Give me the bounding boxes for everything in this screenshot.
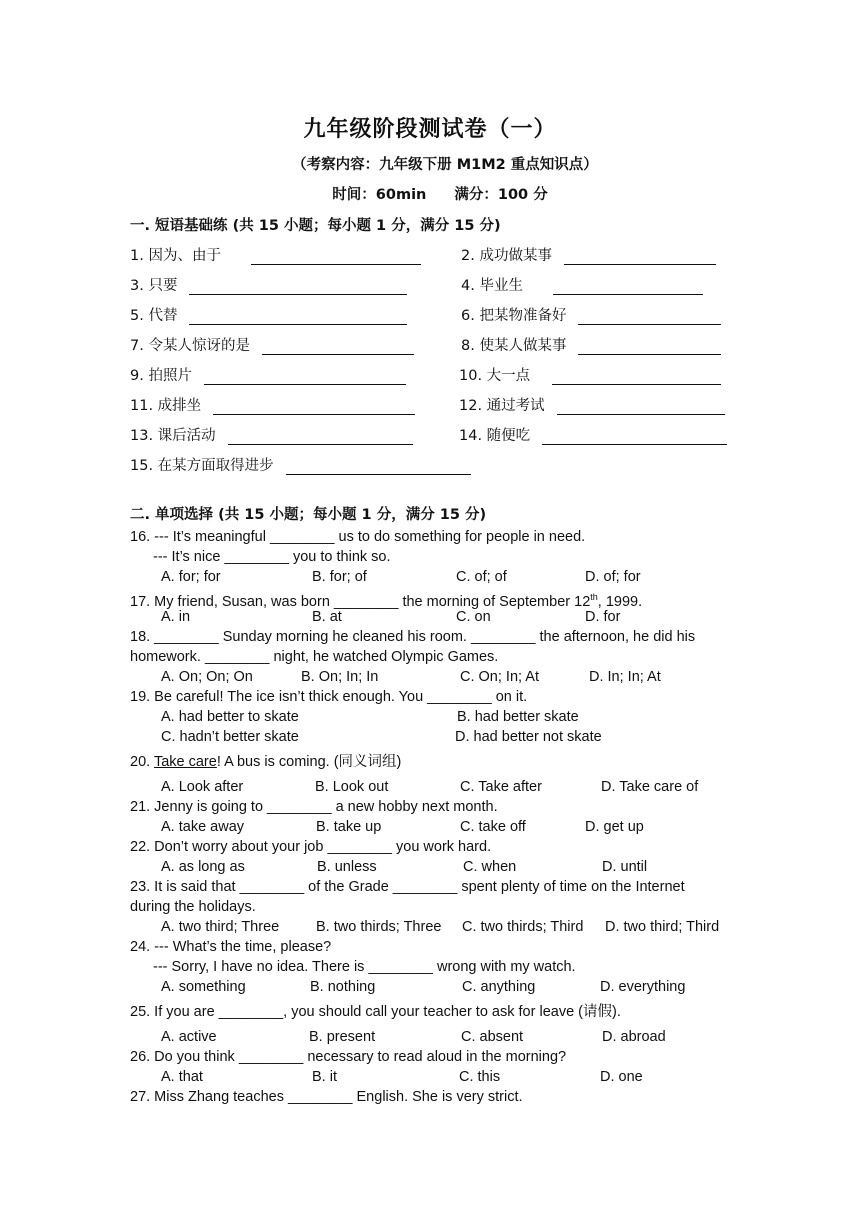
question-24: 24. --- What’s the time, please? xyxy=(130,939,332,955)
option-b[interactable]: B. present xyxy=(309,1029,376,1045)
option-a[interactable]: A. that xyxy=(161,1069,203,1085)
option-b[interactable]: B. two thirds; Three xyxy=(316,919,442,935)
option-d[interactable]: D. of; for xyxy=(585,569,641,585)
option-c[interactable]: C. anything xyxy=(462,979,536,995)
phrase-item xyxy=(461,334,721,355)
question-17 xyxy=(130,587,642,612)
question-24-reply: --- Sorry, I have no idea. There is ________ wrong with my watch. xyxy=(153,959,576,975)
question-25: 25. If you are ________, you should call your teacher to ask for leave (请假). xyxy=(130,1004,621,1020)
question-16: 16. --- It’s meaningful ________ us to do something for people in need. xyxy=(130,529,586,545)
option-d[interactable]: D. two third; Third xyxy=(605,919,720,935)
answer-blank[interactable] xyxy=(553,280,703,295)
question-19: 19. Be careful! The ice isn’t thick enough. You ________ on it. xyxy=(130,689,528,705)
question-20 xyxy=(130,752,401,772)
option-d[interactable]: D. for xyxy=(585,609,621,625)
phrase-item xyxy=(459,364,721,385)
phrase-label: 4. 毕业生 xyxy=(461,278,523,294)
phrase-label: 1. 因为、由于 xyxy=(130,248,221,264)
phrase-item xyxy=(459,394,725,415)
option-c[interactable]: C. of; of xyxy=(456,569,507,585)
option-c[interactable]: C. two thirds; Third xyxy=(462,919,584,935)
option-a[interactable]: A. take away xyxy=(161,819,245,835)
phrase-label: 3. 只要 xyxy=(130,278,178,294)
answer-blank[interactable] xyxy=(557,400,725,415)
question-23-cont: during the holidays. xyxy=(130,899,256,915)
question-number: 20. xyxy=(130,754,151,770)
option-d[interactable]: D. Take care of xyxy=(601,779,699,795)
option-b[interactable]: B. Look out xyxy=(315,779,389,795)
option-c[interactable]: C. hadn’t better skate xyxy=(161,729,299,745)
question-17-text: 17. My friend, Susan, was born ________ the morning of September 12 xyxy=(130,593,591,610)
phrase-label: 10. 大一点 xyxy=(459,368,531,384)
question-21: 21. Jenny is going to ________ a new hobby next month. xyxy=(130,799,498,815)
option-c[interactable]: C. absent xyxy=(461,1029,524,1045)
answer-blank[interactable] xyxy=(189,310,407,325)
option-d[interactable]: D. abroad xyxy=(602,1029,666,1045)
phrase-item xyxy=(130,454,471,475)
question-18-cont: homework. ________ night, he watched Olympic Games. xyxy=(130,649,499,665)
phrase-item xyxy=(130,244,421,265)
phrase-label: 9. 拍照片 xyxy=(130,368,192,384)
phrase-label: 11. 成排坐 xyxy=(130,398,202,414)
answer-blank[interactable] xyxy=(552,370,721,385)
option-c[interactable]: C. On; In; At xyxy=(460,669,539,685)
option-b[interactable]: B. it xyxy=(312,1069,337,1085)
answer-blank[interactable] xyxy=(228,430,413,445)
option-a[interactable]: A. active xyxy=(161,1029,217,1045)
question-23: 23. It is said that ________ of the Grade ________ spent plenty of time on the Internet xyxy=(130,879,685,895)
question-20-text: ! A bus is coming. (同义词组) xyxy=(216,754,402,770)
option-b[interactable]: B. On; In; In xyxy=(301,669,379,685)
question-26: 26. Do you think ________ necessary to read aloud in the morning? xyxy=(130,1049,567,1065)
option-b[interactable]: B. unless xyxy=(317,859,377,875)
phrase-item xyxy=(130,304,407,325)
section-2-heading: 二. 单项选择 (共 15 小题；每小题 1 分，满分 15 分) xyxy=(130,507,487,523)
answer-blank[interactable] xyxy=(542,430,727,445)
answer-blank[interactable] xyxy=(578,310,721,325)
phrase-label: 7. 令某人惊讶的是 xyxy=(130,338,250,354)
option-a[interactable]: A. had better to skate xyxy=(161,709,299,725)
phrase-item xyxy=(130,364,406,385)
answer-blank[interactable] xyxy=(286,460,471,475)
phrase-item xyxy=(461,244,716,265)
option-c[interactable]: C. when xyxy=(463,859,517,875)
option-b[interactable]: B. nothing xyxy=(310,979,376,995)
option-c[interactable]: C. this xyxy=(459,1069,501,1085)
phrase-label: 15. 在某方面取得进步 xyxy=(130,458,274,474)
phrase-label: 5. 代替 xyxy=(130,308,178,324)
answer-blank[interactable] xyxy=(251,250,421,265)
phrase-item xyxy=(130,334,414,355)
option-c[interactable]: C. on xyxy=(456,609,491,625)
answer-blank[interactable] xyxy=(189,280,407,295)
phrase-item xyxy=(130,424,413,445)
option-a[interactable]: A. On; On; On xyxy=(161,669,253,685)
option-a[interactable]: A. for; for xyxy=(161,569,221,585)
section-1-heading: 一. 短语基础练 (共 15 小题；每小题 1 分，满分 15 分) xyxy=(130,218,501,234)
exam-subtitle: （考察内容：九年级下册 M1M2 重点知识点） xyxy=(292,157,598,173)
answer-blank[interactable] xyxy=(262,340,414,355)
option-a[interactable]: A. in xyxy=(161,609,191,625)
phrase-item xyxy=(130,274,407,295)
option-d[interactable]: D. had better not skate xyxy=(455,729,602,745)
question-27: 27. Miss Zhang teaches ________ English. She is very strict. xyxy=(130,1089,523,1105)
option-d[interactable]: D. until xyxy=(602,859,648,875)
option-b[interactable]: B. take up xyxy=(316,819,382,835)
option-a[interactable]: A. two third; Three xyxy=(161,919,280,935)
ordinal-suffix: th xyxy=(590,592,598,602)
option-d[interactable]: D. everything xyxy=(600,979,686,995)
exam-title: 九年级阶段测试卷（一） xyxy=(303,117,557,142)
option-c[interactable]: C. take off xyxy=(460,819,526,835)
phrase-item xyxy=(130,394,415,415)
phrase-item xyxy=(461,274,703,295)
question-22: 22. Don’t worry about your job ________ you work hard. xyxy=(130,839,492,855)
exam-time: 时间：60min xyxy=(332,187,427,203)
phrase-label: 8. 使某人做某事 xyxy=(461,338,567,354)
phrase-label: 14. 随便吃 xyxy=(459,428,531,444)
option-c[interactable]: C. Take after xyxy=(460,779,542,795)
option-a[interactable]: A. as long as xyxy=(161,859,245,875)
phrase-label: 6. 把某物准备好 xyxy=(461,308,567,324)
phrase-item xyxy=(459,424,727,445)
option-a[interactable]: A. Look after xyxy=(161,779,244,795)
option-b[interactable]: B. for; of xyxy=(312,569,367,585)
underlined-phrase: Take care xyxy=(153,754,217,770)
option-b[interactable]: B. had better skate xyxy=(457,709,579,725)
option-b[interactable]: B. at xyxy=(312,609,342,625)
phrase-item xyxy=(461,304,721,325)
option-a[interactable]: A. something xyxy=(161,979,246,995)
answer-blank[interactable] xyxy=(213,400,415,415)
exam-score: 满分：100 分 xyxy=(454,187,548,203)
phrase-label: 12. 通过考试 xyxy=(459,398,545,414)
option-d[interactable]: D. get up xyxy=(585,819,644,835)
option-d[interactable]: D. one xyxy=(600,1069,643,1085)
question-18: 18. ________ Sunday morning he cleaned his room. ________ the afternoon, he did his xyxy=(130,629,696,645)
option-d[interactable]: D. In; In; At xyxy=(589,669,661,685)
question-16-reply: --- It’s nice ________ you to think so. xyxy=(153,549,391,565)
answer-blank[interactable] xyxy=(564,250,716,265)
exam-time-score xyxy=(0,183,860,204)
phrase-label: 13. 课后活动 xyxy=(130,428,216,444)
phrase-label: 2. 成功做某事 xyxy=(461,248,552,264)
answer-blank[interactable] xyxy=(204,370,406,385)
question-17-year: , 1999. xyxy=(597,593,643,610)
answer-blank[interactable] xyxy=(578,340,721,355)
